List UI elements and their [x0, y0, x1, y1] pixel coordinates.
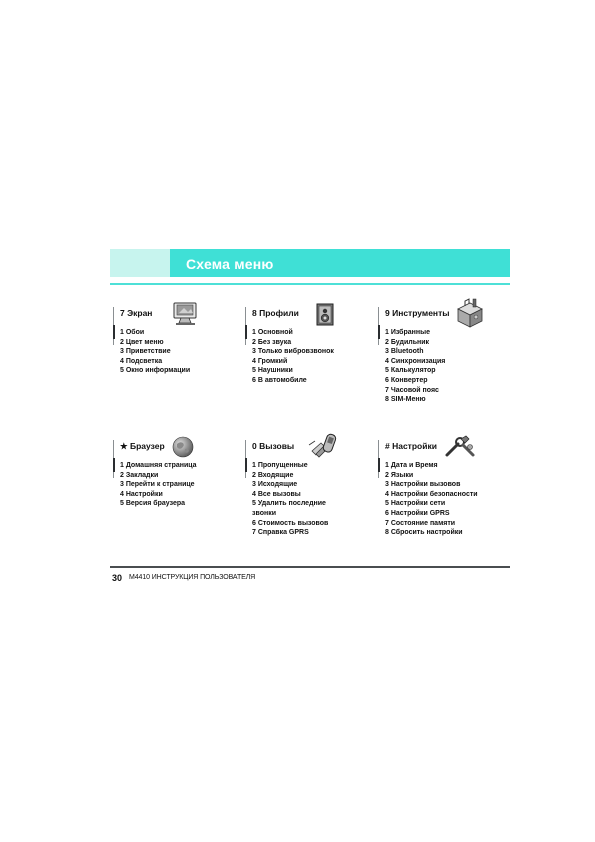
- menu-section-screen: [113, 307, 233, 412]
- monitor-icon: [171, 301, 201, 329]
- page-number: 30: [112, 573, 123, 583]
- list-item: 5 Версия браузера: [120, 500, 186, 508]
- list-item: 2 Цвет меню: [120, 338, 164, 346]
- banner-accent-block: [110, 249, 170, 277]
- list-item: 5 Наушники: [252, 367, 293, 375]
- list-item: 6 Настройки GPRS: [385, 509, 450, 517]
- section-items: [252, 461, 337, 538]
- section-title: ★ Браузер: [120, 441, 165, 451]
- footer-divider: [110, 566, 510, 568]
- list-item: 2 Языки: [385, 471, 414, 479]
- section-marker: [378, 325, 380, 339]
- menu-section-browser: [113, 440, 233, 545]
- list-item: 3 Только вибровзвонок: [252, 348, 334, 356]
- list-item: 1 Избранные: [385, 329, 430, 336]
- list-item: 2 Закладки: [120, 471, 159, 479]
- section-title: # Настройки: [385, 441, 437, 451]
- list-item: 5 Настройки сети: [385, 500, 446, 508]
- list-item: 4 Подсветка: [120, 357, 163, 365]
- tools-icon: [444, 433, 474, 461]
- list-item: 4 Настройки безопасности: [385, 490, 478, 498]
- menu-section-settings: [378, 440, 498, 545]
- list-item: 3 Исходящие: [252, 481, 298, 489]
- list-item: 2 Без звука: [252, 338, 292, 346]
- section-items: [252, 328, 334, 386]
- banner-bar: [170, 249, 510, 277]
- section-title: 7 Экран: [120, 308, 153, 318]
- section-title: 0 Вызовы: [252, 441, 295, 451]
- list-item: 3 Перейти к странице: [120, 481, 195, 489]
- section-marker: [245, 458, 247, 472]
- toolbox-icon: [454, 297, 484, 325]
- list-item: 2 Будильник: [385, 338, 430, 346]
- list-item: 1 Дата и Время: [385, 462, 438, 469]
- list-item: 1 Основной: [252, 329, 293, 336]
- section-marker: [378, 458, 380, 472]
- list-item: 4 Громкий: [252, 357, 288, 365]
- list-item: 3 Настройки вызовов: [385, 481, 461, 489]
- page-title: Схема меню: [186, 256, 274, 272]
- section-title: 8 Профили: [252, 308, 299, 318]
- list-item: 5 Окно информации: [120, 367, 191, 375]
- list-item: 8 SIM-Меню: [385, 396, 426, 404]
- list-item: 6 В автомобиле: [252, 376, 307, 384]
- list-item: 5 Калькулятор: [385, 367, 436, 375]
- list-item: 5 Удалить последние звонки: [252, 500, 326, 517]
- globe-icon: [171, 435, 201, 463]
- list-item: 4 Все вызовы: [252, 490, 301, 498]
- speaker-icon: [315, 303, 345, 331]
- section-items: [385, 461, 478, 538]
- list-item: 4 Синхронизация: [385, 357, 446, 365]
- section-marker: [113, 325, 115, 339]
- list-item: 7 Состояние памяти: [385, 519, 456, 527]
- list-item: 1 Обои: [120, 329, 145, 336]
- phones-icon: [307, 431, 337, 459]
- list-item: 1 Домашняя страница: [120, 462, 197, 469]
- section-items: [385, 328, 445, 405]
- list-item: 7 Справка GPRS: [252, 529, 309, 537]
- header-banner: [110, 249, 510, 277]
- section-title: 9 Инструменты: [385, 308, 450, 318]
- list-item: 6 Стоимость вызовов: [252, 519, 329, 527]
- list-item: 1 Пропущенные: [252, 462, 308, 469]
- list-item: 7 Часовой пояс: [385, 386, 439, 394]
- list-item: 3 Bluetooth: [385, 348, 424, 356]
- section-items: [120, 461, 197, 509]
- header-divider: [110, 283, 510, 285]
- menu-section-tools: [378, 307, 498, 412]
- section-marker: [113, 458, 115, 472]
- list-item: 3 Приветствие: [120, 348, 171, 356]
- list-item: 6 Конвертер: [385, 376, 428, 384]
- section-items: [120, 328, 190, 376]
- list-item: 2 Входящие: [252, 471, 294, 479]
- menu-section-profiles: [245, 307, 365, 412]
- footer-caption: M4410 ИНСТРУКЦИЯ ПОЛЬЗОВАТЕЛЯ: [129, 574, 256, 581]
- section-marker: [245, 325, 247, 339]
- menu-section-calls: [245, 440, 365, 545]
- list-item: 4 Настройки: [120, 490, 163, 498]
- list-item: 8 Сбросить настройки: [385, 529, 463, 537]
